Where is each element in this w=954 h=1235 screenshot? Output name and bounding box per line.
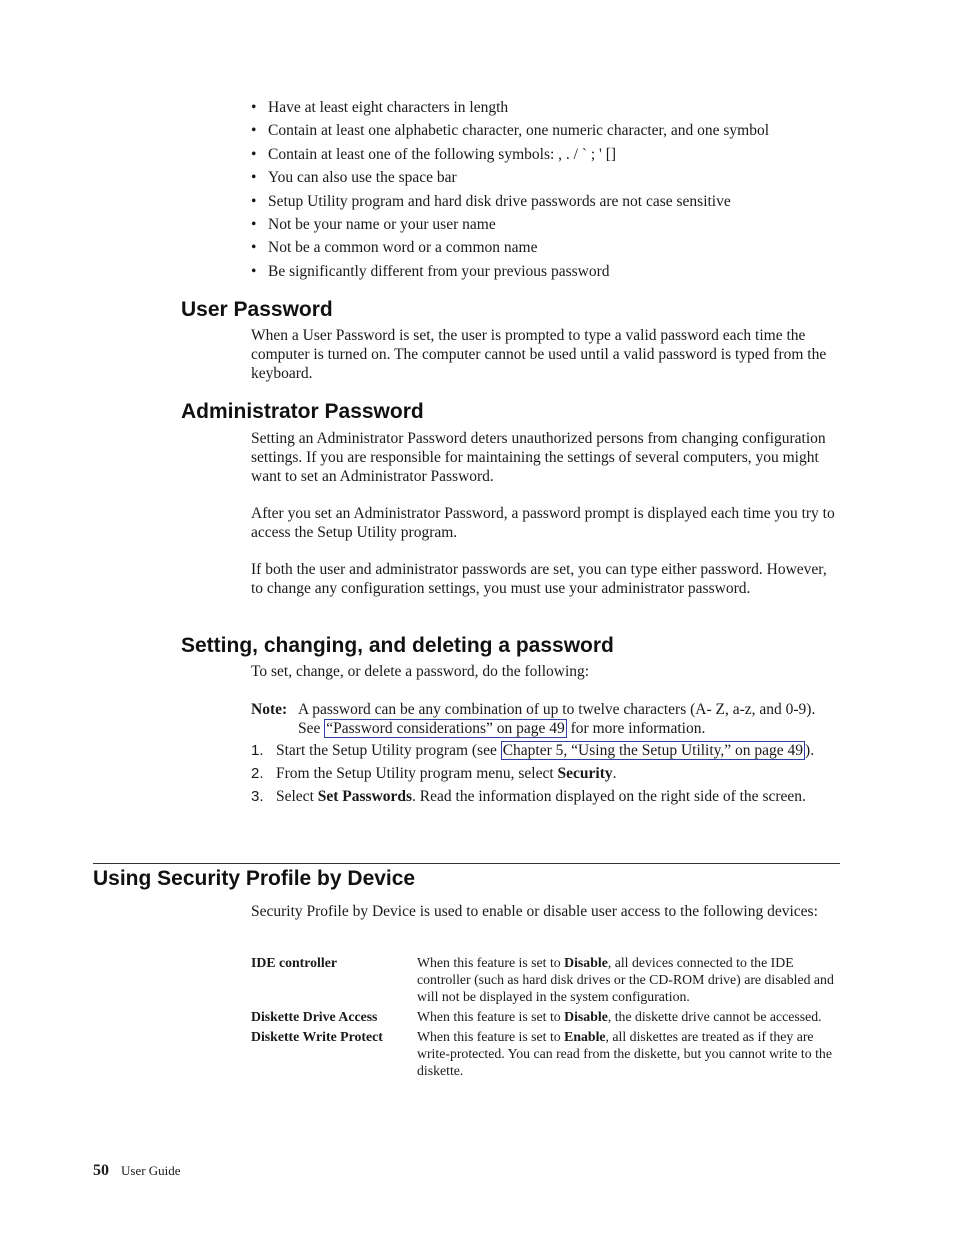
list-item: • Contain at least one alphabetic character, one numeric character, and one symbol [251, 122, 769, 140]
password-considerations-link[interactable]: “Password considerations” on page 49 [326, 720, 565, 737]
list-item: • You can also use the space bar [251, 169, 457, 187]
setting-password-intro: To set, change, or delete a password, do the following: [251, 663, 590, 680]
definition-row [251, 1008, 841, 1025]
user-password-text: When a User Password is set, the user is prompted to type a valid password each time the computer is turned on. The computer cannot be used until a valid password is typed from the keyboard. [251, 327, 827, 382]
admin-password-p2: After you set an Administrator Password, a password prompt is displayed each time you try to access the Setup Utility program. [251, 505, 835, 541]
list-item: • Not be a common word or a common name [251, 239, 538, 257]
note: Note: A password can be any combination of up to twelve characters (A- Z, a-z, and 0-9). See “Password considerations” on page 49 for more information. [251, 701, 816, 737]
page-footer [93, 1162, 181, 1180]
list-item: • Setup Utility program and hard disk drive passwords are not case sensitive [251, 192, 731, 210]
definition-description: When this feature is set to Disable, the diskette drive cannot be accessed. [417, 1009, 822, 1024]
definition-term: Diskette Drive Access [251, 1009, 378, 1024]
page-number: 50 [93, 1162, 109, 1179]
list-item: • Contain at least one of the following symbols: , . / ` ; ' [] [251, 145, 617, 163]
setup-utility-chapter-link[interactable]: Chapter 5, “Using the Setup Utility,” on page 49 [502, 742, 804, 759]
admin-password-p3: If both the user and administrator passwords are set, you can type either password. However, to change any configuration settings, you must use your administrator password. [251, 561, 827, 597]
security-profile-heading: Using Security Profile by Device [93, 867, 416, 890]
list-item: • Not be your name or your user name [251, 215, 496, 233]
admin-password-p1: Setting an Administrator Password deters unauthorized persons from changing configuration settings. If you are responsible for maintaining the settings of several computers, you might want to set an Administrator Password. [251, 430, 826, 485]
definition-description: When this feature is set to Disable, all devices connected to the IDE controller (such as hard disk drives or the CD-ROM drive) are disabled and will not be displayed in the system configuration. [417, 955, 834, 1004]
note-label: Note: [251, 701, 288, 718]
list-item: 2. From the Setup Utility program menu, select Security. [251, 765, 617, 782]
user-password-heading: User Password [181, 298, 333, 321]
setting-password-heading: Setting, changing, and deleting a password [181, 634, 614, 657]
definition-term: Diskette Write Protect [251, 1029, 383, 1044]
definition-description: When this feature is set to Enable, all diskettes are treated as if they are write-protected. You can read from the diskette, but you cannot write to the diskette. [417, 1029, 832, 1078]
document-title: User Guide [121, 1163, 181, 1178]
admin-password-heading: Administrator Password [181, 400, 424, 423]
section-divider [93, 863, 840, 864]
security-profile-intro: Security Profile by Device is used to enable or disable user access to the following devices: [251, 903, 818, 920]
device-definition-list [251, 954, 841, 1082]
definition-row [251, 1028, 841, 1079]
list-item: • Be significantly different from your previous password [251, 262, 610, 280]
list-item: 1. Start the Setup Utility program (see Chapter 5, “Using the Setup Utility,” on page 49 ). [251, 742, 815, 759]
password-rules-list [251, 97, 851, 284]
definition-term: IDE controller [251, 955, 337, 970]
list-item: • Have at least eight characters in length [251, 99, 509, 116]
steps-list [251, 742, 841, 811]
definition-row [251, 954, 841, 1005]
list-item: 3. Select Set Passwords. Read the information displayed on the right side of the screen. [251, 788, 806, 805]
